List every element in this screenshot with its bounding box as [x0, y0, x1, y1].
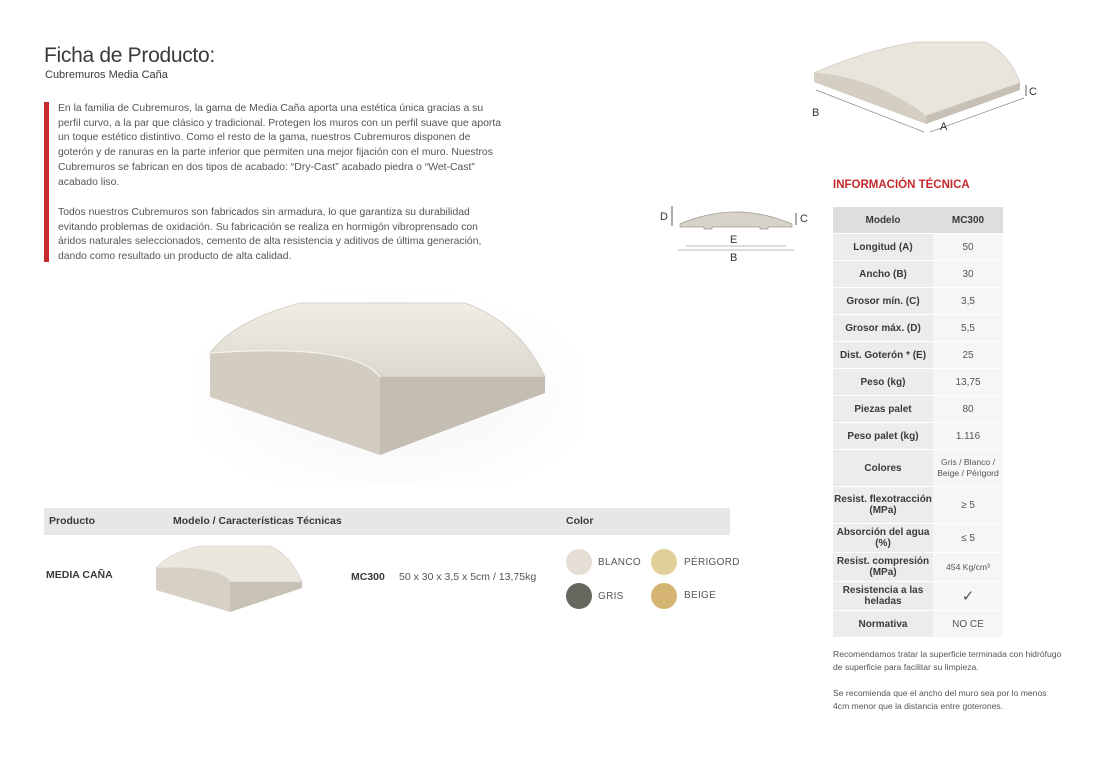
spec-row: [833, 611, 1003, 637]
model-spec: 50 x 30 x 3,5 x 5cm / 13,75kg: [399, 571, 537, 583]
page-title: Ficha de Producto:: [44, 44, 215, 67]
check-icon: ✓: [933, 582, 1003, 610]
spec-row: [833, 553, 1003, 581]
spec-value: NO CE: [933, 611, 1003, 637]
section-label-e: E: [730, 234, 738, 246]
swatch-label-blanco: BLANCO: [598, 557, 641, 568]
spec-key: Dist. Goterón * (E): [833, 342, 933, 368]
spec-value: ≤ 5: [933, 524, 1003, 552]
header-producto: Producto: [49, 515, 96, 527]
spec-key: Modelo: [833, 207, 933, 233]
tech-spec-table: [833, 206, 1003, 638]
spec-value: 454 Kg/cm³: [933, 553, 1003, 581]
iso-label-c: C: [1029, 86, 1037, 98]
spec-row-model: [833, 207, 1003, 233]
spec-value: 30: [933, 261, 1003, 287]
spec-value: 1.116: [933, 423, 1003, 449]
swatch-label-beige: BEIGE: [684, 590, 717, 601]
spec-key: Grosor mín. (C): [833, 288, 933, 314]
swatch-blanco: [566, 549, 592, 575]
wall-width-note: Se recomienda que el ancho del muro sea por lo menos 4cm menor que la distancia entre goterones.: [833, 688, 1047, 711]
swatch-label-perigord: PÉRIGORD: [684, 557, 740, 568]
spec-value: 13,75: [933, 369, 1003, 395]
section-label-c: C: [800, 213, 808, 225]
spec-row: [833, 524, 1003, 552]
accent-bar: [44, 102, 49, 262]
spec-row: [833, 369, 1003, 395]
surface-treatment-note: Recomendamos tratar la superficie terminada con hidrófugo de superficie para facilitar su limpieza.: [833, 649, 1062, 672]
spec-row: [833, 396, 1003, 422]
product-hero-image: [195, 285, 585, 485]
swatch-perigord: [651, 549, 677, 575]
swatch-gris: [566, 583, 592, 609]
spec-row: [833, 288, 1003, 314]
spec-row: [833, 342, 1003, 368]
spec-row: [833, 423, 1003, 449]
section-label-d: D: [660, 211, 668, 223]
spec-value: MC300: [933, 207, 1003, 233]
spec-value: 80: [933, 396, 1003, 422]
spec-key: Ancho (B): [833, 261, 933, 287]
spec-key: Peso palet (kg): [833, 423, 933, 449]
iso-label-b: B: [812, 107, 820, 119]
page-subtitle: Cubremuros Media Caña: [45, 69, 168, 81]
spec-row: [833, 315, 1003, 341]
spec-value: ≥ 5: [933, 487, 1003, 523]
spec-key: Longitud (A): [833, 234, 933, 260]
spec-key: Colores: [833, 450, 933, 486]
product-name: MEDIA CAÑA: [46, 569, 113, 581]
spec-key: Grosor máx. (D): [833, 315, 933, 341]
spec-value: 5,5: [933, 315, 1003, 341]
spec-key: Piezas palet: [833, 396, 933, 422]
isometric-dimension-diagram: [806, 38, 1046, 138]
product-thumbnail: [150, 540, 310, 620]
product-table-header: [44, 508, 730, 535]
intro-paragraph-1: En la familia de Cubremuros, la gama de Media Caña aporta una estética única gracias a su perfil curvo, a la par que clásico y tradicional. Protegen los muros con un perfil suave que aporta un toque estético distintivo. Como el resto de la gama, nuestros Cubremuros disponen de goterón y de ranuras en la parte inferior que permiten una mejor fijación con el muro. Nuestros Cubremuros se fabrican en dos tipos de acabado: “Dry-Cast” acabado piedra o “Wet-Cast” acabado liso.: [58, 103, 501, 188]
spec-key: Resistencia a las heladas: [833, 582, 933, 610]
spec-value: Gris / Blanco / Beige / Périgord: [933, 450, 1003, 486]
model-code: MC300: [351, 571, 385, 583]
spec-value: 3,5: [933, 288, 1003, 314]
spec-row: [833, 234, 1003, 260]
tech-info-heading: INFORMACIÓN TÉCNICA: [833, 179, 970, 191]
spec-key: Peso (kg): [833, 369, 933, 395]
header-color: Color: [566, 515, 594, 527]
spec-row: [833, 261, 1003, 287]
spec-key: Resist. flexotracción (MPa): [833, 487, 933, 523]
spec-key: Absorción del agua (%): [833, 524, 933, 552]
spec-row: [833, 582, 1003, 610]
intro-paragraph-2: Todos nuestros Cubremuros son fabricados sin armadura, lo que garantiza su durabilidad evitando problemas de oxidación. Su fabricación se realiza en hormigón vibroprensado con áridos naturales seleccionados, cemento de alta resistencia y aditivos de última generación, dando como resultado un producto de alta calidad.: [58, 207, 482, 263]
header-modelo: Modelo / Características Técnicas: [173, 515, 342, 527]
iso-label-a: A: [940, 121, 948, 133]
spec-key: Normativa: [833, 611, 933, 637]
spec-value: 50: [933, 234, 1003, 260]
swatch-beige: [651, 583, 677, 609]
swatch-label-gris: GRIS: [598, 591, 624, 602]
spec-key: Resist. compresión (MPa): [833, 553, 933, 581]
spec-row: [833, 450, 1003, 486]
spec-value: 25: [933, 342, 1003, 368]
section-label-b: B: [730, 252, 738, 264]
spec-row: [833, 487, 1003, 523]
